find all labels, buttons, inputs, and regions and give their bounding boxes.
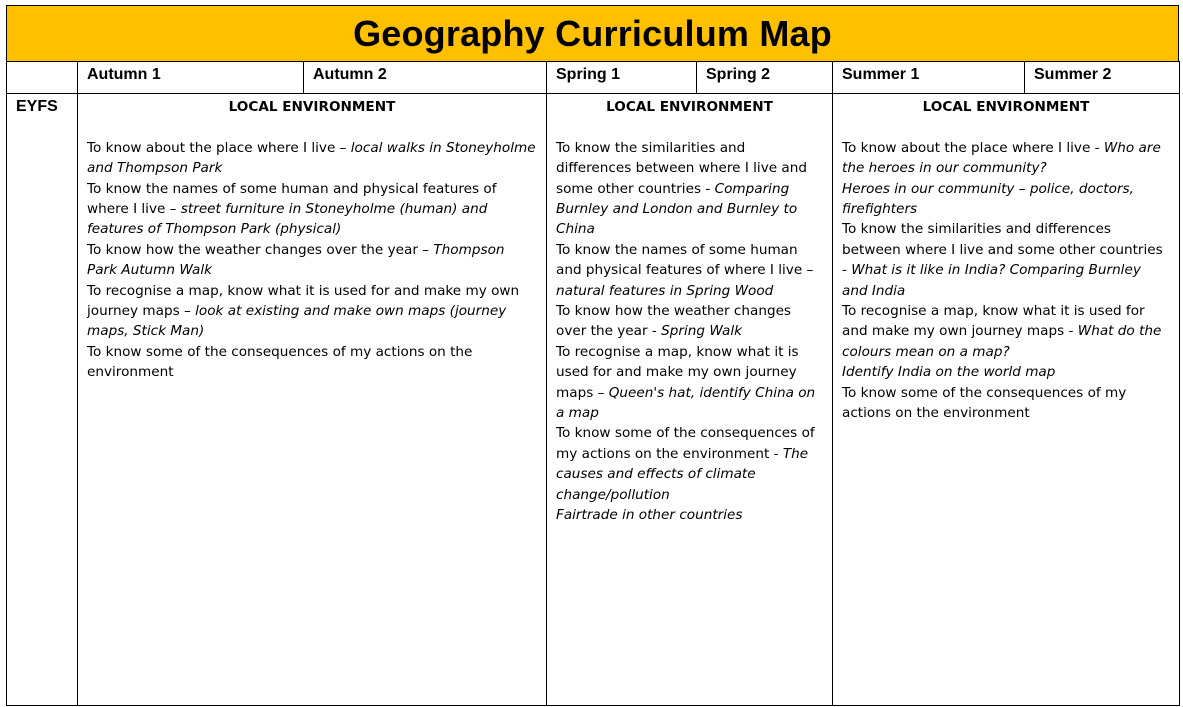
eyfs-row: [7, 94, 1180, 706]
spring-cell: [547, 94, 833, 706]
objective-activity: Spring Walk: [661, 323, 743, 340]
objective-item: [556, 138, 823, 240]
objective-activity: Comparing Burnley and London and Burnley to China: [556, 180, 798, 238]
autumn-cell: [78, 94, 547, 706]
summer-heading: LOCAL ENVIRONMENT: [922, 99, 1090, 115]
objective-item: [842, 138, 1170, 179]
corner-cell: [7, 62, 78, 94]
objective-activity: Identify India on the world map: [842, 364, 1056, 381]
objective-item: [556, 505, 823, 525]
objective-text: To know how the weather changes over the year –: [87, 241, 434, 258]
summer-cell: [833, 94, 1180, 706]
objective-activity: Who are the heroes in our community?: [842, 139, 1161, 177]
objective-activity: local walks in Stoneyholme and Thompson Park: [87, 139, 536, 177]
objective-text: To know the names of some human and physical features of where I live –: [87, 180, 497, 218]
objective-activity: What is it like in India? Comparing Burnley and India: [842, 262, 1141, 299]
autumn-content: [78, 94, 546, 383]
term-header-autumn-2: Autumn 2: [304, 62, 547, 94]
objective-item: [842, 219, 1170, 301]
objective-text: To recognise a map, know what it is used for and make my own journey maps -: [842, 303, 1145, 340]
objective-item: [842, 362, 1170, 382]
objective-text: To recognise a map, know what it is used for and make my own journey maps –: [87, 282, 520, 320]
objective-activity: What do the colours mean on a map?: [842, 323, 1162, 360]
objective-text: To know the names of some human and physical features of where I live –: [556, 241, 814, 279]
curriculum-table: [6, 61, 1180, 706]
objective-item: [87, 138, 537, 179]
objective-activity: Thompson Park Autumn Walk: [87, 241, 505, 279]
objective-item: [87, 342, 537, 383]
spring-content: [547, 94, 832, 526]
objective-item: [556, 301, 823, 342]
objective-item: [842, 301, 1170, 362]
objective-item: [842, 383, 1170, 424]
objective-item: [87, 179, 537, 240]
objective-activity: The causes and effects of climate change/pollution: [556, 445, 809, 503]
objective-item: [87, 281, 537, 342]
row-label-eyfs: EYFS: [7, 94, 78, 706]
objective-activity: street furniture in Stoneyholme (human) and features of Thompson Park (physical): [87, 201, 488, 238]
summer-content: [833, 94, 1179, 423]
objective-item: [87, 240, 537, 281]
objective-text: To recognise a map, know what it is used for and make my own journey maps –: [556, 343, 799, 401]
objective-text: To know some of the consequences of my actions on the environment -: [556, 425, 815, 462]
curriculum-document: [6, 5, 1179, 705]
objective-text: To know the similarities and differences between where I live and some other countries -: [842, 221, 1163, 279]
objective-text: To know about the place where I live –: [87, 139, 351, 156]
objective-activity: natural features in Spring Wood: [556, 282, 774, 299]
term-header-autumn-1: Autumn 1: [78, 62, 304, 94]
objective-activity: Queen's hat, identify China on a map: [556, 384, 816, 422]
objective-text: To know some of the consequences of my actions on the environment: [842, 384, 1127, 422]
objective-item: [556, 240, 823, 301]
objective-text: To know about the place where I live -: [842, 139, 1104, 156]
objective-text: To know how the weather changes over the year -: [556, 303, 792, 340]
objective-text: To know some of the consequences of my actions on the environment: [87, 343, 473, 381]
objective-activity: Heroes in our community – police, doctors, firefighters: [842, 180, 1134, 218]
objective-item: [842, 179, 1170, 220]
term-header-spring-1: Spring 1: [547, 62, 697, 94]
term-header-summer-2: Summer 2: [1025, 62, 1180, 94]
objective-item: [556, 423, 823, 505]
term-header-summer-1: Summer 1: [833, 62, 1025, 94]
objective-activity: Fairtrade in other countries: [556, 507, 743, 524]
term-header-row: [7, 62, 1180, 94]
objective-text: To know the similarities and differences between where I live and some other countries -: [556, 139, 808, 197]
objective-item: [556, 342, 823, 424]
term-header-spring-2: Spring 2: [697, 62, 833, 94]
spring-heading: LOCAL ENVIRONMENT: [606, 99, 773, 115]
objective-activity: look at existing and make own maps (journey maps, Stick Man): [87, 303, 507, 340]
page-title: Geography Curriculum Map: [6, 5, 1179, 62]
autumn-heading: LOCAL ENVIRONMENT: [228, 99, 396, 115]
